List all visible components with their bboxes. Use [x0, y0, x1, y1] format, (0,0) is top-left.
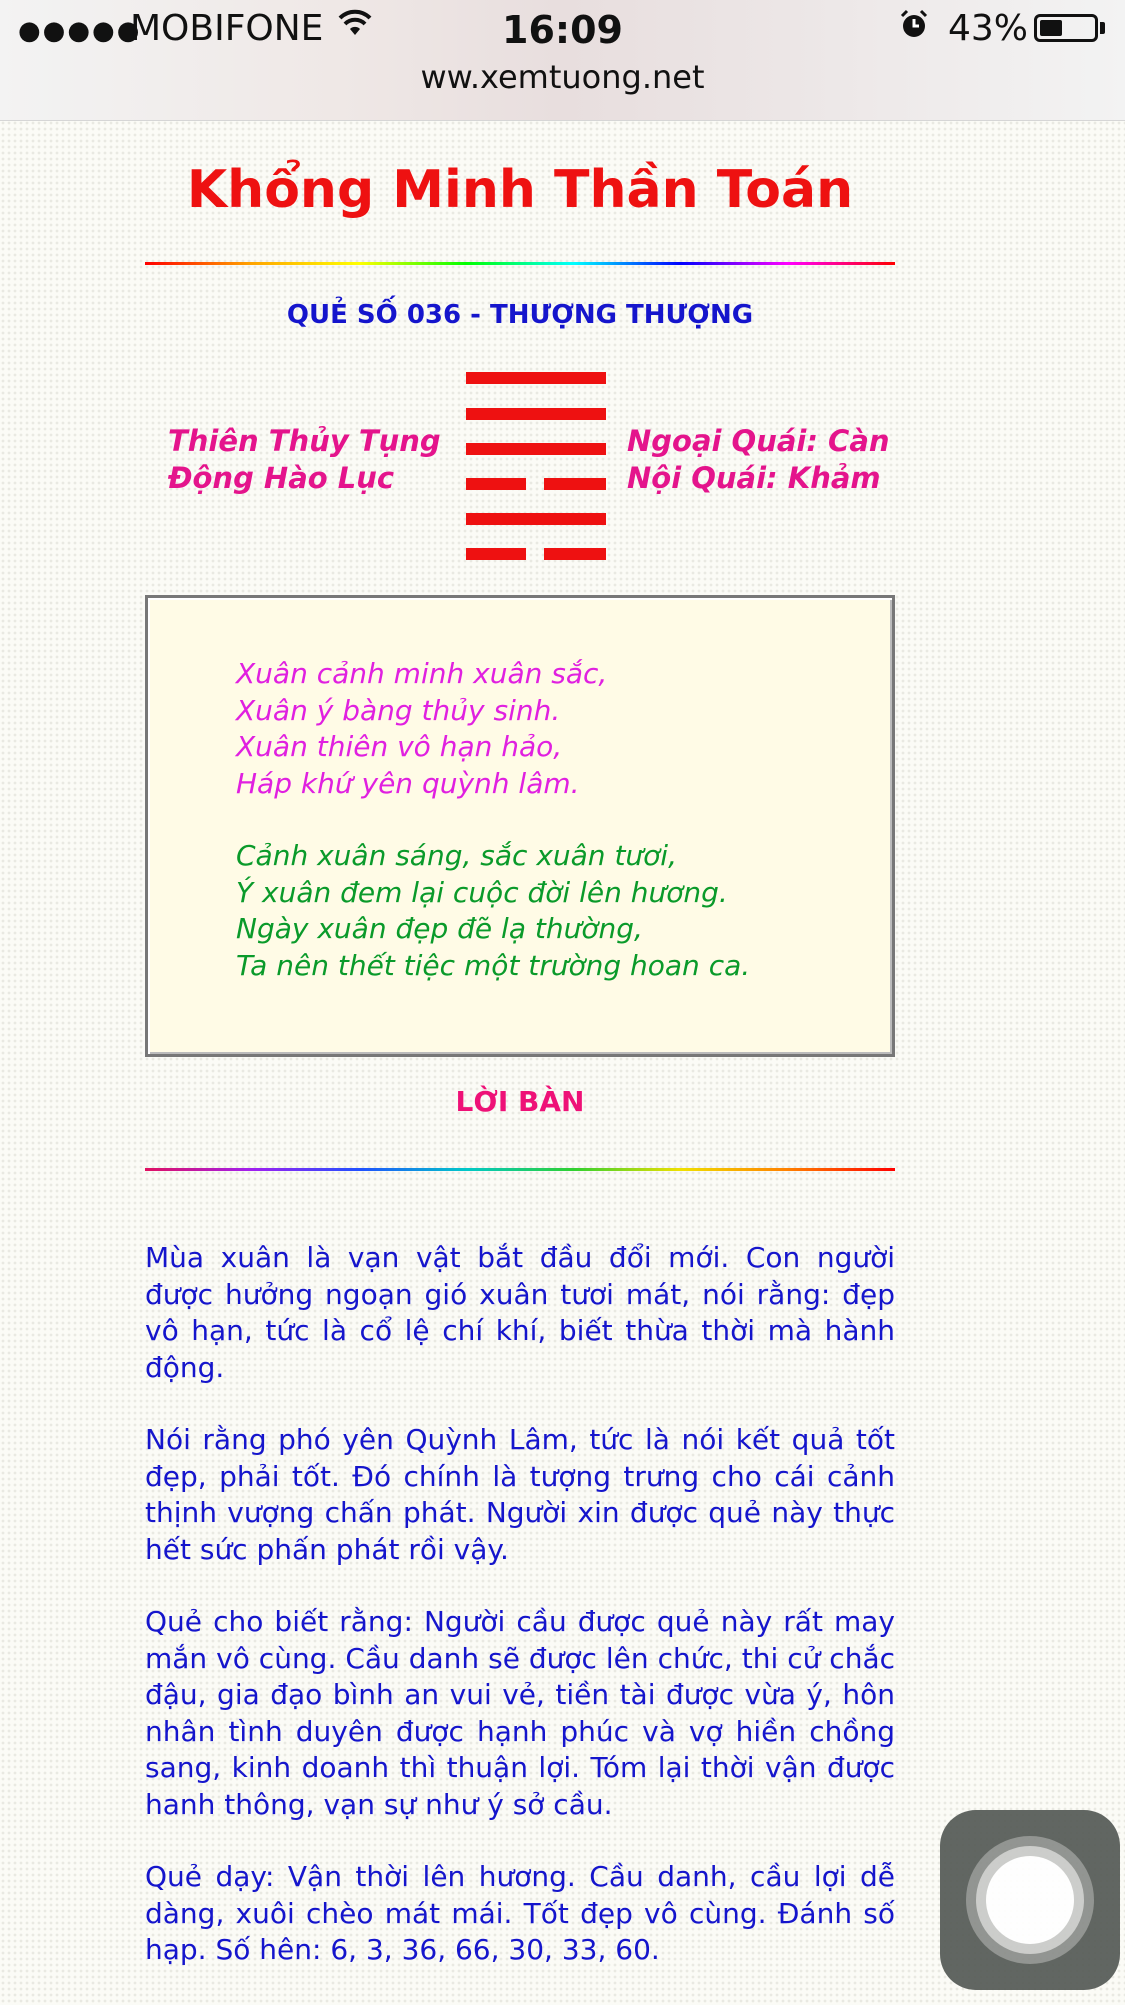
poem-han-line: Háp khứ yên quỳnh lâm.	[236, 766, 580, 800]
alarm-icon	[898, 8, 930, 48]
hexagram-info-right	[627, 423, 890, 497]
rainbow-divider-top	[145, 262, 895, 265]
hexagram-line-segment	[466, 372, 606, 384]
hexagram-line-segment	[544, 478, 606, 490]
poem-vietnamese	[236, 838, 750, 984]
browser-top-bar	[0, 0, 1125, 121]
loi-ban-heading: LỜI BÀN	[455, 1085, 585, 1118]
hexagram-line-segment	[466, 548, 526, 560]
poem-han-line: Xuân cảnh minh xuân sắc,	[236, 657, 608, 690]
hexagram-line-broken	[466, 548, 606, 560]
hexagram-line-solid	[466, 408, 606, 420]
hexagram-line-solid	[466, 443, 606, 455]
battery-percent: 43%	[948, 8, 1029, 49]
page-title: Khổng Minh Thần Toán	[186, 160, 854, 220]
address-bar-url[interactable]: ww.xemtuong.net	[420, 58, 705, 96]
poem-han-viet	[236, 656, 607, 802]
commentary-paragraph: Quẻ cho biết rằng: Người cầu được quẻ này rất may mắn vô cùng. Cầu danh sẽ được lên chức, thi cử chắc đậu, gia đạo bình an vui vẻ, tiền tài được vừa ý, hôn nhân tình duyên được hạnh phúc và vợ hiền chồng sang, kinh doanh thì thuận lợi. Tóm lại thời vận được hanh thông, vạn sự như ý sở cầu.	[145, 1605, 895, 1821]
poem-viet-line: Cảnh xuân sáng, sắc xuân tươi,	[236, 839, 677, 872]
hexagram-line-segment	[466, 443, 606, 455]
signal-icon: ●●●●●	[18, 16, 142, 46]
clock: 16:09	[502, 8, 623, 52]
hexagram-line-segment	[466, 513, 606, 525]
commentary-paragraph: Mùa xuân là vạn vật bắt đầu đổi mới. Con người được hưởng ngoạn gió xuân tươi mát, nói rằng: đẹp vô hạn, tức là cổ lệ chí khí, biết thừa thời mà hành động.	[145, 1241, 895, 1384]
battery-tip	[1100, 22, 1105, 34]
dong-hao: Động Hào Lục	[168, 461, 395, 495]
poem-viet-line: Ý xuân đem lại cuộc đời lên hương.	[236, 875, 728, 909]
commentary-paragraph: Quẻ dạy: Vận thời lên hương. Cầu danh, cầu lợi dễ dàng, xuôi chèo mát mái. Tốt đẹp vô cùng. Đánh số hạp. Số hên: 6, 3, 36, 66, 30, 33, 60.	[145, 1860, 895, 1966]
carrier-name: MOBIFONE	[130, 8, 324, 49]
que-title: QUẺ SỐ 036 - THƯỢNG THƯỢNG	[286, 300, 754, 330]
poem-viet-line: Ngày xuân đẹp đẽ lạ thường,	[236, 912, 643, 945]
hexagram-name: Thiên Thủy Tụng	[168, 424, 441, 458]
commentary-paragraph: Nói rằng phó yên Quỳnh Lâm, tức là nói kết quả tốt đẹp, phải tốt. Đó chính là tượng trưng cho cái cảnh thịnh vượng chấn phát. Người xin được quẻ này thực hết sức phấn phát rồi vậy.	[145, 1423, 895, 1566]
poem-han-line: Xuân ý bàng thủy sinh.	[236, 693, 561, 727]
poem-box	[145, 595, 895, 1057]
status-bar	[0, 6, 1125, 54]
poem-han-line: Xuân thiên vô hạn hảo,	[236, 730, 563, 763]
battery-icon	[1034, 14, 1098, 42]
hexagram-line-broken	[466, 478, 606, 490]
hexagram-line-segment	[466, 408, 606, 420]
noi-quai: Nội Quái: Khảm	[627, 461, 881, 495]
hexagram-symbol	[466, 372, 606, 558]
battery-level	[1040, 20, 1062, 36]
hexagram-line-segment	[466, 478, 526, 490]
ngoai-quai: Ngoại Quái: Càn	[627, 424, 890, 458]
rainbow-divider-bottom	[145, 1168, 895, 1171]
hexagram-line-solid	[466, 513, 606, 525]
hexagram-line-segment	[544, 548, 606, 560]
assistive-touch-button[interactable]	[940, 1810, 1120, 1990]
assistive-touch-ring-inner	[986, 1856, 1074, 1944]
commentary-text	[145, 1240, 895, 2005]
hexagram-line-solid	[466, 372, 606, 384]
poem-viet-line: Ta nên thết tiệc một trường hoan ca.	[236, 948, 751, 982]
hexagram-info-left	[168, 423, 441, 497]
